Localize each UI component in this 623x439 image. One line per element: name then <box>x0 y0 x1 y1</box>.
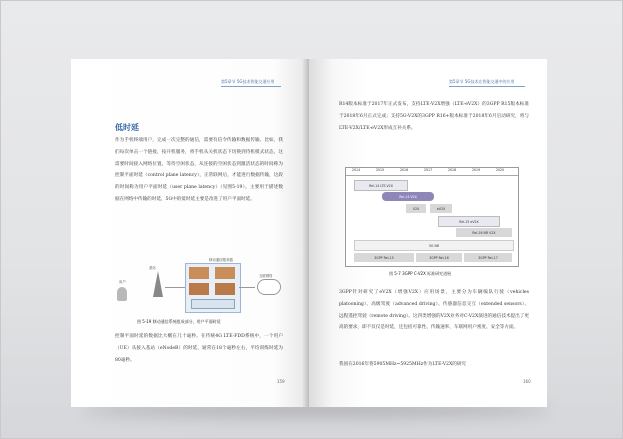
roadmap-bar: 5G NR <box>354 240 514 251</box>
internet-label: 互联网络 <box>259 274 273 278</box>
roadmap-bar: eV2X <box>430 204 452 213</box>
left-page <box>71 59 309 407</box>
server-box-1 <box>189 267 209 279</box>
section-title: 低时延 <box>115 122 139 132</box>
figure-group-label: 移动通信服务器 <box>209 258 233 262</box>
server-box-3 <box>189 283 209 295</box>
roadmap-bar: Rel-14 LTE-V2X <box>354 180 408 191</box>
roadmap-bar: Rel-14 V2X <box>382 192 434 201</box>
year-label: 2015 <box>376 168 385 172</box>
right-page-header: 第5章节 5G技术在智能交通中的应用 <box>449 79 515 84</box>
header-rule <box>221 86 281 87</box>
year-label: 2016 <box>400 168 409 172</box>
roadmap-bar: Rel-16 NR V2X <box>456 228 512 237</box>
roadmap-diagram <box>345 167 519 267</box>
user-icon <box>117 287 127 301</box>
left-figure-caption: 图 5-19 移动通信系统组成部分，用户平面时延 <box>137 319 221 324</box>
year-label: 2014 <box>352 168 361 172</box>
server-box-4 <box>215 283 235 295</box>
year-label: 2019 <box>472 168 481 172</box>
user-label: 用户 <box>119 280 126 284</box>
right-paragraph-2: 3GPP针对研究了eV2X（增强V2X）应用场景，主要分为车辆编队行驶（vehicles platooning）、高级驾驶（advanced driving）、传感器信息交互（extended sensors）、远程遥控驾驶（remote driving）。这四类增强的V2X业务对C-V2X演进的通信技术提出了更高的要求，即不仅仅是时延，还包括可靠性、传输速率、车联网用户密度、安全等方面。 <box>339 290 529 331</box>
roadmap-bar: 3GPP Rel-17 <box>464 253 512 262</box>
right-page <box>309 59 547 407</box>
server-box-5 <box>191 299 235 309</box>
roadmap-bar: Rel-15 eV2X <box>438 216 500 227</box>
cloud-icon <box>257 279 281 295</box>
left-paragraph-1: 作为手机终端用户，完成一次完整的通信，需要有信令传输和数据传输。比如，我们每次单击一个链接，按开机服务，将手机从关机状态下切换到待机模式状态，这需要时间接入网络位置，等待空闲状态，从连接的空闲状态到激活状态的时间称为控制平面时延（control plane latency），正常联网后，才能进行数据传输，这段的时间称为用户平面时延（user plane latency）（见图5-19）。主要用于描述数据在网络中传输的时延，5G中的低时延主要是改进了用户平面时延。 <box>115 138 283 202</box>
right-figure-caption: 图 5-7 3GPP C-V2X 标准研究进展 <box>389 271 452 276</box>
page-number: 160 <box>523 379 531 384</box>
right-paragraph-3: 我国在2016年将5905MHz~5925MHz作为LTE-V2X的研究 <box>339 362 467 367</box>
roadmap-bar: 3GPP Rel-16 <box>416 253 462 262</box>
year-label: 2018 <box>448 168 457 172</box>
header-rule <box>449 86 525 87</box>
year-row <box>346 168 518 176</box>
server-box-2 <box>215 267 235 279</box>
tower-icon <box>153 271 163 297</box>
network-figure <box>113 257 293 317</box>
roadmap-bar: V2X <box>406 204 426 213</box>
tower-label: 基站 <box>149 266 156 270</box>
roadmap-bar: 3GPP Rel-15 <box>354 253 414 262</box>
link-line <box>165 287 185 288</box>
year-label: 2020 <box>496 168 505 172</box>
left-paragraph-2: 控制平面时延的数据比大概在几十毫秒。在传统4G LTE-FDD系统中，一个用户（UE）从接入基站（eNodeB）的时延，通常在18个毫秒左右，平均训练时延为80毫秒。 <box>115 334 283 363</box>
link-line <box>239 287 255 288</box>
page-number: 159 <box>277 379 285 384</box>
year-label: 2017 <box>424 168 433 172</box>
right-paragraph-1: R14版本标准于2017年正式发布，支持LTE-V2X增强（LTE-eV2X）的3GPP R15版本标准于2018年6月正式完成；支持5G-V2X的3GPP R16+版本标准于2018年6月启动研究，将与LTE-V2X/LTE-eV2X形成互补关系。 <box>339 102 529 131</box>
left-page-header: 第5章节 5G技术智能交通应用 <box>221 79 275 84</box>
